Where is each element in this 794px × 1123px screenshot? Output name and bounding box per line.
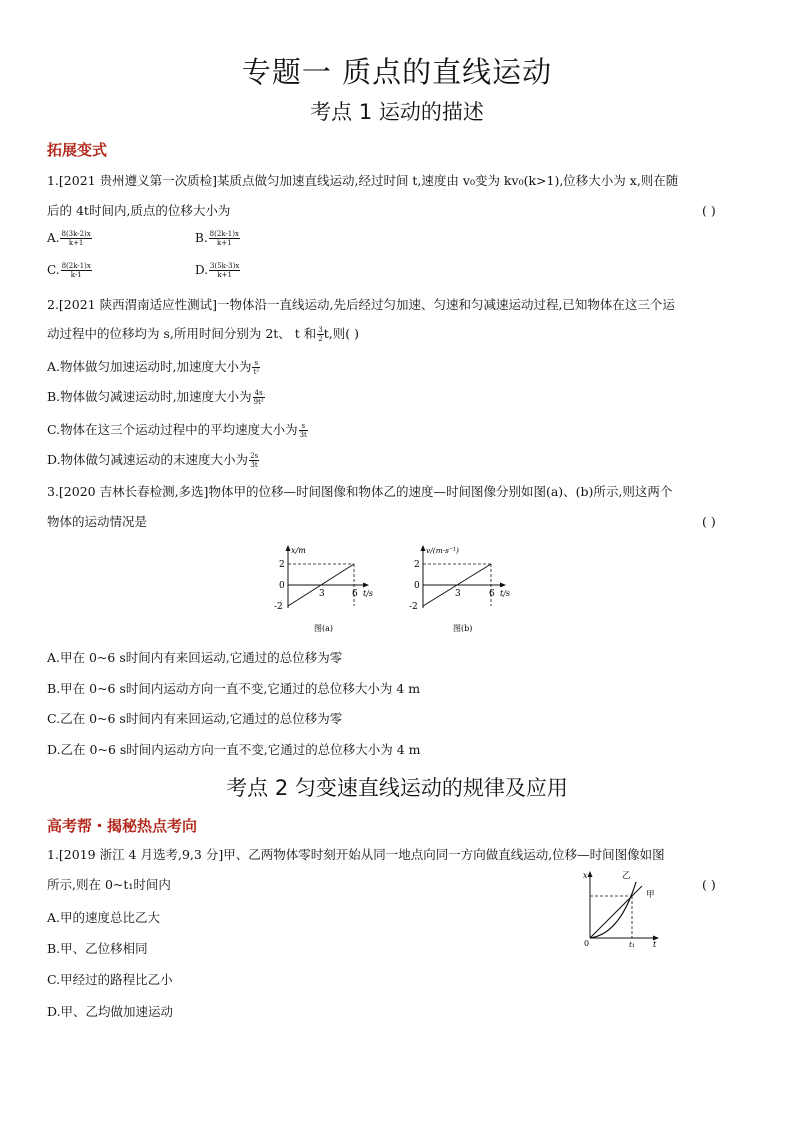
graph-q4-origin: 0	[584, 939, 590, 948]
q4-stem-line1: 1.[2019 浙江 4 月选考,9,3 分]甲、乙两物体零时刻开始从同一地点向同一方向做直线运动,位移—时间图像如图	[47, 847, 665, 862]
graph-a-x-end: 6	[352, 589, 358, 599]
q1-option-c-fraction: $\frac{8(2k-1)x}{k-1}$	[61, 262, 91, 279]
graph-a-caption: 图(a)	[314, 624, 334, 633]
q2-stem-line2: 动过程中的位移均为 s,所用时间分别为 2t、 t 和 $\frac{3}{2}$ t,则( )	[47, 326, 359, 343]
q3-answer-blank: ( )	[702, 514, 716, 529]
graph-b-y-zero: 0	[414, 581, 420, 591]
q2-option-a[interactable]: A.物体做匀加速运动时,加速度大小为 $\frac{s}{\text{t²}}$	[47, 359, 260, 376]
q2-option-b[interactable]: B.物体做匀减速运动时,加速度大小为 $\frac{4s}{\text{9t²}}$	[47, 389, 264, 406]
graph-b-xlabel: t/s	[500, 589, 511, 598]
section-label-gaokao: 高考帮・揭秘热点考向	[47, 817, 198, 835]
graph-q4-ylabel: x	[583, 871, 588, 880]
section-2-title: 考点 2 匀变速直线运动的规律及应用	[226, 776, 568, 800]
q3-option-d[interactable]: D.乙在 0~6 s时间内运动方向一直不变,它通过的总位移大小为 4 m	[47, 742, 421, 757]
graph-a-x-arrow	[363, 583, 369, 588]
graph-a-x-mid: 3	[319, 589, 325, 599]
graph-q4-line-yi	[590, 886, 642, 938]
graph-q4-curve-jia	[590, 882, 636, 938]
q1-option-b-fraction: $\frac{8(2k-1)x}{k+1}$	[209, 230, 239, 247]
q4-option-b[interactable]: B.甲、乙位移相同	[47, 941, 148, 956]
graph-a-y-zero: 0	[279, 581, 285, 591]
q1-option-d-fraction: $\frac{3(5k-3)x}{k+1}$	[210, 262, 240, 279]
q4-option-d[interactable]: D.甲、乙均做加速运动	[47, 1004, 174, 1019]
graph-b-x-mid: 3	[455, 589, 461, 599]
section-1-title: 考点 1 运动的描述	[310, 100, 484, 124]
q2-option-c[interactable]: C.物体在这三个运动过程中的平均速度大小为 $\frac{s}{3t}$	[47, 422, 307, 439]
q1-stem-line2: 后的 4t时间内,质点的位移大小为	[47, 203, 231, 218]
q3-stem-line1: 3.[2020 吉林长春检测,多选]物体甲的位移—时间图像和物体乙的速度—时间图像分别如图(a)、(b)所示,则这两个	[47, 484, 673, 499]
q3-option-b[interactable]: B.甲在 0~6 s时间内运动方向一直不变,它通过的总位移大小为 4 m	[47, 681, 421, 696]
graph-q4-xlabel: t	[653, 940, 657, 949]
graph-a-position-time	[262, 542, 372, 640]
graph-a-ylabel: x/m	[291, 546, 306, 555]
graph-b-y-bottom: -2	[409, 602, 418, 612]
q1-option-d[interactable]: D. $\frac{3(5k-3)x}{k+1}$	[195, 262, 240, 279]
graph-q4-label-yi: 乙	[622, 871, 631, 881]
q4-answer-blank: ( )	[702, 877, 716, 892]
q4-option-a[interactable]: A.甲的速度总比乙大	[47, 910, 161, 925]
q3-stem-line2: 物体的运动情况是	[47, 514, 148, 529]
q1-option-a-fraction: $\frac{8(3k-2)x}{k+1}$	[61, 230, 91, 247]
graph-b-caption: 图(b)	[453, 624, 473, 633]
q2-stem-fraction: $\frac{3}{2}$	[318, 326, 323, 343]
graph-a-y-bottom: -2	[274, 602, 283, 612]
q4-option-c[interactable]: C.甲经过的路程比乙小	[47, 972, 173, 987]
graph-b-ylabel: v/(m·s⁻¹)	[426, 546, 459, 555]
q2-stem-line1: 2.[2021 陕西渭南适应性测试]一物体沿一直线运动,先后经过匀加速、匀速和匀减速运动过程,已知物体在这三个运	[47, 297, 675, 312]
q3-option-a[interactable]: A.甲在 0~6 s时间内有来回运动,它通过的总位移为零	[47, 650, 343, 665]
q1-option-b[interactable]: B. $\frac{8(2k-1)x}{k+1}$	[195, 230, 239, 247]
graph-q4-label-jia: 甲	[646, 890, 655, 900]
graph-b-y-top: 2	[414, 560, 420, 570]
graph-b-y-arrow	[421, 545, 426, 551]
graph-a-y-arrow	[286, 545, 291, 551]
graph-a-xlabel: t/s	[363, 589, 374, 598]
q1-stem-line1: 1.[2021 贵州遵义第一次质检]某质点做匀加速直线运动,经过时间 t,速度由 v₀变为 kv₀(k>1),位移大小为 x,则在随	[47, 173, 679, 188]
q1-option-a[interactable]: A. $\frac{8(3k-2)x}{k+1}$	[47, 230, 91, 247]
graph-b-x-end: 6	[489, 589, 495, 599]
q1-option-c[interactable]: C. $\frac{8(2k-1)x}{k-1}$	[47, 262, 91, 279]
page-title: 专题一 质点的直线运动	[241, 55, 553, 89]
graph-b-x-arrow	[500, 583, 506, 588]
graph-a-y-top: 2	[279, 560, 285, 570]
q4-stem-line2: 所示,则在 0~t₁时间内	[47, 877, 171, 892]
graph-b-velocity-time	[397, 542, 512, 640]
graph-q4-y-arrow	[588, 871, 593, 877]
q3-option-c[interactable]: C.乙在 0~6 s时间内有来回运动,它通过的总位移为零	[47, 711, 343, 726]
graph-q4-position-time	[576, 866, 666, 950]
q2-option-d[interactable]: D.物体做匀减速运动的末速度大小为 $\frac{2s}{3t}$	[47, 452, 259, 469]
section-label-extension: 拓展变式	[47, 141, 108, 159]
q1-answer-blank: ( )	[702, 203, 716, 218]
graph-q4-t1: t₁	[629, 940, 636, 949]
